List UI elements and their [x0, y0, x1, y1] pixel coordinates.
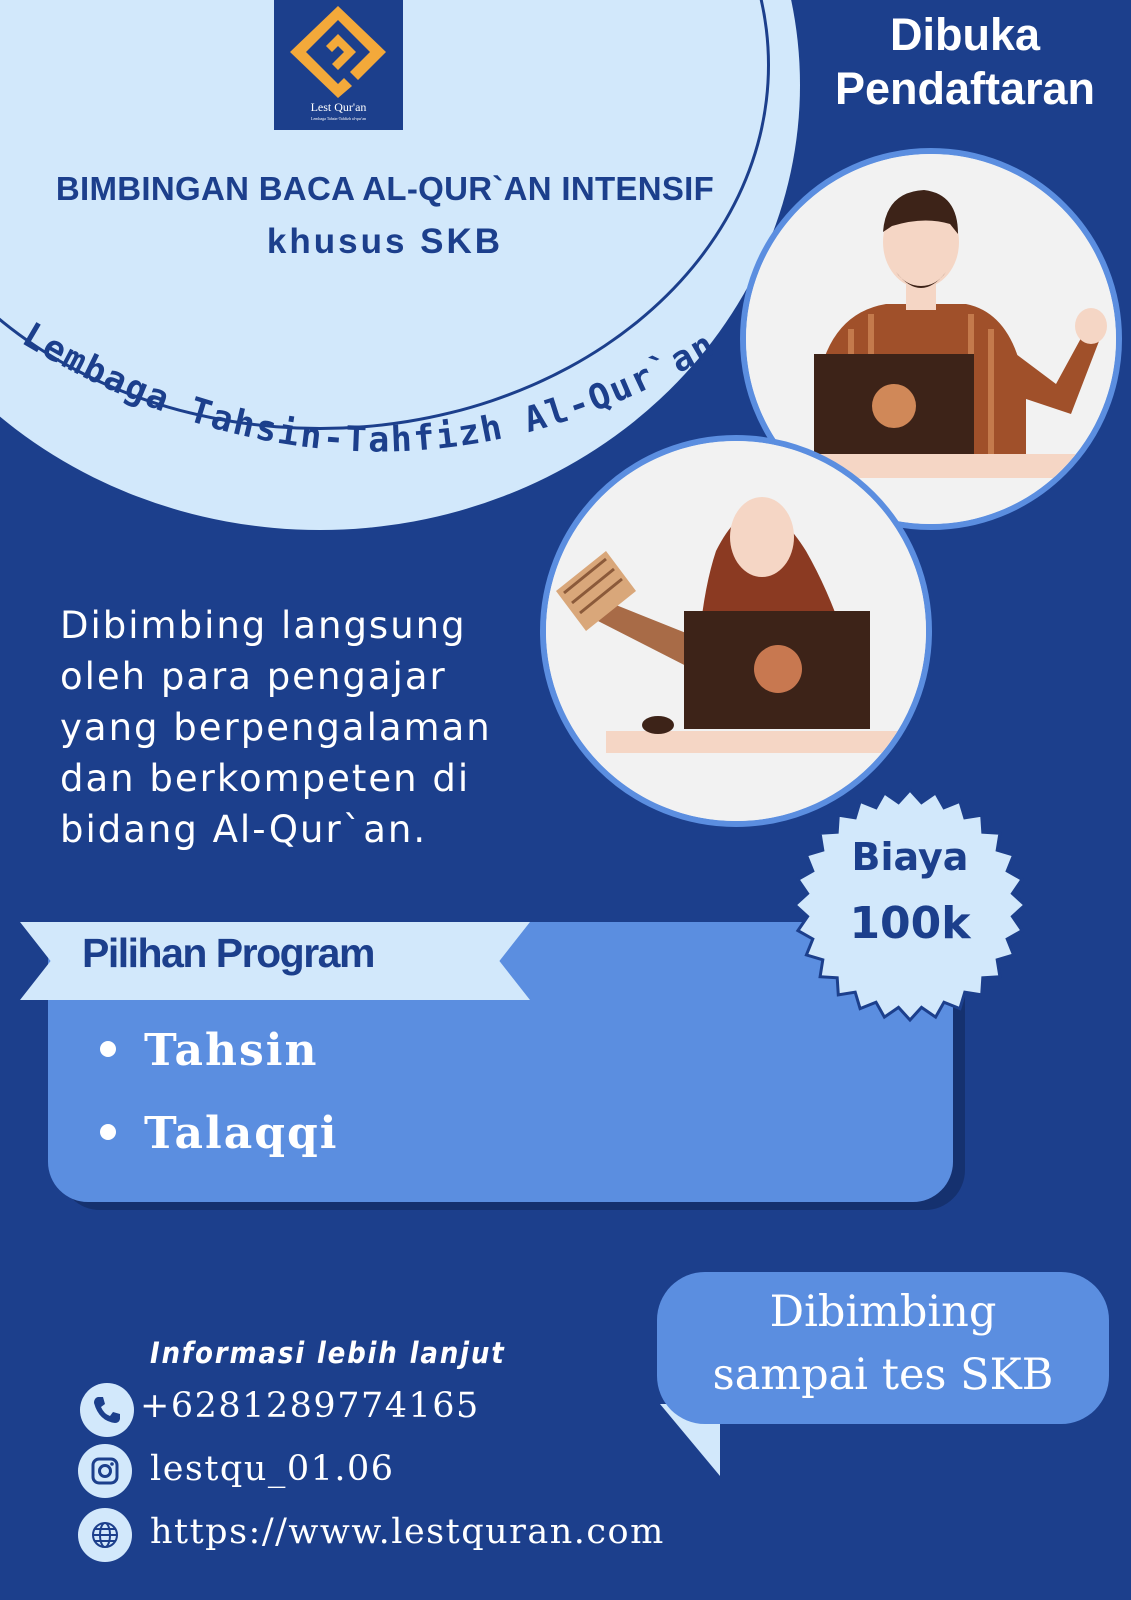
description-line-3: yang berpengalaman: [60, 706, 492, 749]
bullet-icon: [100, 1124, 116, 1140]
logo-subtitle: Lembaga Tahsin-Tahfizh al-qur'an: [311, 116, 366, 121]
description-line-2: oleh para pengajar: [60, 655, 447, 698]
program-item: [100, 1108, 339, 1159]
globe-icon: [78, 1508, 132, 1562]
registration-line-1: Dibuka: [889, 9, 1041, 60]
registration-line-2: Pendaftaran: [834, 63, 1096, 114]
female-student-icon: [546, 441, 926, 821]
description-line-4: dan berkompeten di: [60, 757, 471, 800]
bullet-icon: [100, 1041, 116, 1057]
main-title: BIMBINGAN BACA AL-QUR`AN INTENSIF: [55, 170, 715, 207]
contact-phone[interactable]: +6281289774165: [140, 1386, 480, 1426]
description-line-1: Dibimbing langsung: [60, 604, 467, 647]
lestquran-logo: [274, 0, 403, 130]
fee-label: Biaya: [851, 835, 969, 879]
contact-instagram[interactable]: lestqu_01.06: [150, 1449, 395, 1489]
description: [60, 600, 580, 855]
program-item-label: Tahsin: [144, 1025, 319, 1076]
logo-mark-icon: [288, 4, 389, 100]
bubble-line-1: Dibimbing: [769, 1287, 997, 1337]
instagram-icon: [78, 1444, 132, 1498]
program-title: Pilihan Program: [82, 930, 374, 976]
program-item: [100, 1025, 319, 1076]
bubble-line-2: sampai tes SKB: [712, 1350, 1054, 1400]
sub-title: khusus SKB: [266, 222, 504, 261]
student-illustration: [540, 435, 932, 827]
fee-amount: 100k: [849, 898, 971, 949]
contact-title: Informasi lebih lanjut: [150, 1336, 506, 1370]
svg-text:Lembaga Tahsin-Tahfizh Al-Qur`: [16, 315, 723, 460]
contact-website[interactable]: https://www.lestquran.com: [150, 1512, 665, 1552]
phone-icon: [80, 1383, 134, 1437]
program-item-label: Talaqqi: [144, 1108, 339, 1159]
registration-open-heading: [800, 8, 1130, 116]
logo-name: Lest Qur'an: [310, 100, 367, 114]
description-line-5: bidang Al-Qur`an.: [60, 808, 428, 851]
arc-text-content: Lembaga Tahsin-Tahfizh Al-Qur`an: [15, 315, 723, 461]
